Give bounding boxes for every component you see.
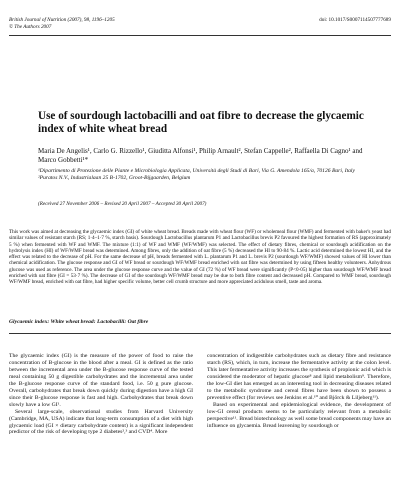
author-list: Maria De Angelis¹, Carlo G. Rizzello¹, Giuditta Alfonsi¹, Philip Arnault², Stefan Cappelle², Raffaella Di Cagno¹ and Marco Gobbetti¹*: [38, 147, 363, 164]
doi: doi: 10.1017/S0007114507777689: [319, 17, 391, 23]
section-rule: [9, 333, 391, 334]
body-column-left: [9, 353, 193, 436]
keywords: Glycaemic index: White wheat bread: Lactobacilli: Oat fibre: [9, 319, 149, 325]
journal-header: [9, 17, 115, 30]
copyright: © The Authors 2007: [9, 23, 52, 30]
header-rule: [9, 35, 391, 36]
body-column-right: [207, 353, 391, 429]
received-dates: (Received 27 November 2006 – Revised 20 April 2007 – Accepted 30 April 2007): [38, 201, 207, 207]
paragraph: Based on experimental and epidemiological evidence, the development of low-GI cereal products seems to be particularly relevant from a metabolic perspective¹¹. Bread biotechnology as well some bread components may have an influence on glycaemia. Bread leavening by sourdough or: [207, 401, 391, 429]
abstract: This work was aimed at decreasing the glycaemic index (GI) of white wheat bread. Breads made with wheat flour (WF) or wholemeal flour (WMF) and fermented with baker's yeast had similar values of resistant starch (RS; 1·4–1·7 %, starch basis). Sourdough Lactobacillus plantarum P1 and Lactobacillus brevis P2 favoured the highest formation of RS (approximately 5 %) when fermented with WF and WMF. The mixture (1:1) of WF and WMF (WF/WMF) was selected. The effect of dietary fibres, chemical or sourdough acidification on the hydrolysis index (HI) of WF/WMF bread was determined. Among fibres, only the addition of oat fibre (5 %) decreased the HI to 90·84 %. Lactic acid determined the lowest HI, and the effect was related to the decrease of pH. For the same decrease of pH, breads fermented with L. plantarum P1 and L. brevis P2 (sourdough WF/WMF) showed values of HI lower than chemical acidification. The glucose response and GI of WF bread or sourdough WF/WMF bread enriched with oat fibre was determined by using fifteen healthy volunteers. Anhydrous glucose was used as reference. The area under the glucose response curve and the value of GI (72 %) of WF bread were significantly (P<0·05) higher than sourdough WF/WMF bread enriched with oat fibre (GI = 53·7 %). The decrease of GI of the sourdough WF/WMF bread may be due to both fibre content and decreased pH. Compared to WMF bread, sourdough WF/WMF bread, enriched with oat fibre, had higher specific volume, better cell crumb structure and more appreciated acidulous smell, taste and aroma.: [9, 229, 391, 285]
article-title: Use of sourdough lactobacilli and oat fibre to decrease the glycaemic index of white wheat bread: [38, 110, 364, 135]
affiliation-1: ¹Dipartimento di Protezione delle Piante e Microbiologia Applicata, Università degli Studi di Bari, Via G. Amendola 165/a, 70126 Bari, Italy: [38, 168, 355, 174]
affiliation-2: ²Puratos N.V., Industrialaan 25 B-1702, Groot-Bijgaarden, Belgium: [38, 175, 191, 181]
paragraph: Several large-scale, observational studies from Harvard University (Cambridge, MA, USA) indicate that long-term consumption of a diet with high glycaemic load (GI × dietary carbohydrate content) is a significant independent predictor of the risk of developing type 2 diabetes²,³ and CVD⁴. More: [9, 408, 193, 436]
journal-citation: British Journal of Nutrition (2007), 98, 1196–1205: [9, 17, 115, 23]
paragraph: concentration of indigestible carbohydrates such as dietary fibre and resistance starch (RS), which, in turn, increase the fermentative activity at the colon level. This later fermentative activity increases the synthesis of propionic acid which is considered the moderator of hepatic glucose⁸ and lipid metabolism⁹. Therefore, the low-GI diet has emerged as an interesting tool in decreasing diseases related to the metabolic syndrome and cereal fibres have been shown to possess a preventive effect (for reviews see Jenkins et al.¹⁰ and Björck & Liljeberg¹¹).: [207, 353, 391, 401]
paragraph: The glycaemic index (GI) is the measure of the power of food to raise the concentration of B-glucose in the blood after a meal. GI is defined as the ratio between the incremental area under the B-glucose response curve of the tested meal containing 50 g digestible carbohydrates and the incremental area under the B-glucose response curve of the standard food, i.e. 50 g pure glucose. Overall, carbohydrates that break down quickly during digestion have a high GI since their B-glucose response is fast and high. Carbohydrates that break down slowly have a low GI¹.: [9, 353, 193, 408]
affiliations: [38, 168, 378, 182]
